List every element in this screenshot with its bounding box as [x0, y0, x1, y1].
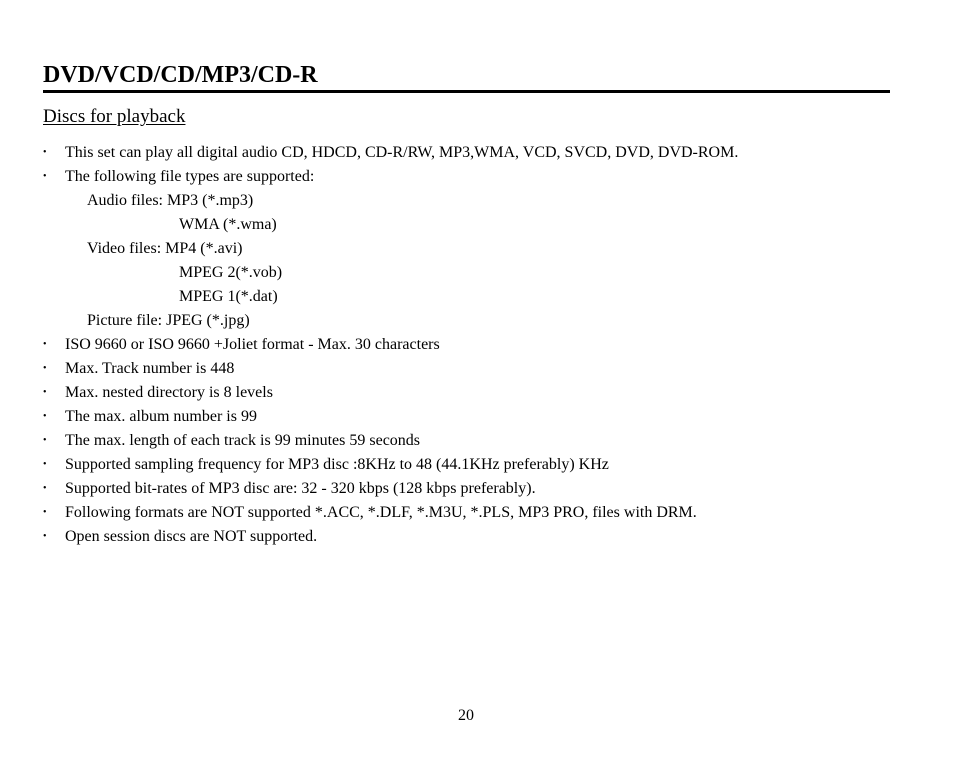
bullet-icon: •: [43, 411, 47, 422]
section-heading: Discs for playback: [43, 106, 186, 127]
item-text: This set can play all digital audio CD, HDCD, CD-R/RW, MP3,WMA, VCD, SVCD, DVD, DVD-ROM.: [65, 144, 739, 161]
item-text: The following file types are supported:: [65, 168, 315, 185]
bullet-item: [43, 501, 903, 525]
item-text: Audio files: MP3 (*.mp3): [87, 192, 254, 209]
page-number: 20: [458, 707, 474, 724]
bullet-icon: •: [43, 507, 47, 518]
sub-item: [43, 237, 903, 261]
item-text: WMA (*.wma): [179, 216, 277, 233]
bullet-icon: •: [43, 459, 47, 470]
sub-item: [43, 189, 903, 213]
bullet-icon: •: [43, 435, 47, 446]
item-text: Following formats are NOT supported *.ACC, *.DLF, *.M3U, *.PLS, MP3 PRO, files with DRM.: [65, 504, 697, 521]
bullet-item: [43, 429, 903, 453]
bullet-item: [43, 405, 903, 429]
item-text: The max. length of each track is 99 minutes 59 seconds: [65, 432, 421, 449]
bullet-item: [43, 477, 903, 501]
spec-list: [43, 141, 903, 549]
bullet-item: [43, 453, 903, 477]
item-text: Open session discs are NOT supported.: [65, 528, 318, 545]
bullet-item: [43, 381, 903, 405]
item-text: The max. album number is 99: [65, 408, 257, 425]
item-text: Max. nested directory is 8 levels: [65, 384, 273, 401]
bullet-item: [43, 357, 903, 381]
sub-item: [43, 285, 903, 309]
sub-item: [43, 213, 903, 237]
bullet-item: [43, 333, 903, 357]
bullet-item: [43, 165, 903, 189]
bullet-icon: •: [43, 171, 47, 182]
bullet-item: [43, 141, 903, 165]
bullet-icon: •: [43, 147, 47, 158]
item-text: ISO 9660 or ISO 9660 +Joliet format - Max. 30 characters: [65, 336, 440, 353]
bullet-icon: •: [43, 387, 47, 398]
bullet-icon: •: [43, 483, 47, 494]
page-title: DVD/VCD/CD/MP3/CD-R: [43, 60, 890, 93]
sub-item: [43, 309, 903, 333]
item-text: Max. Track number is 448: [65, 360, 235, 377]
item-text: MPEG 1(*.dat): [179, 288, 278, 305]
bullet-icon: •: [43, 363, 47, 374]
sub-item: [43, 261, 903, 285]
item-text: Video files: MP4 (*.avi): [87, 240, 243, 257]
item-text: Picture file: JPEG (*.jpg): [87, 312, 250, 329]
bullet-item: [43, 525, 903, 549]
bullet-icon: •: [43, 339, 47, 350]
item-text: Supported bit-rates of MP3 disc are: 32 - 320 kbps (128 kbps preferably).: [65, 480, 536, 497]
bullet-icon: •: [43, 531, 47, 542]
item-text: Supported sampling frequency for MP3 disc :8KHz to 48 (44.1KHz preferably) KHz: [65, 456, 609, 473]
item-text: MPEG 2(*.vob): [179, 264, 283, 281]
